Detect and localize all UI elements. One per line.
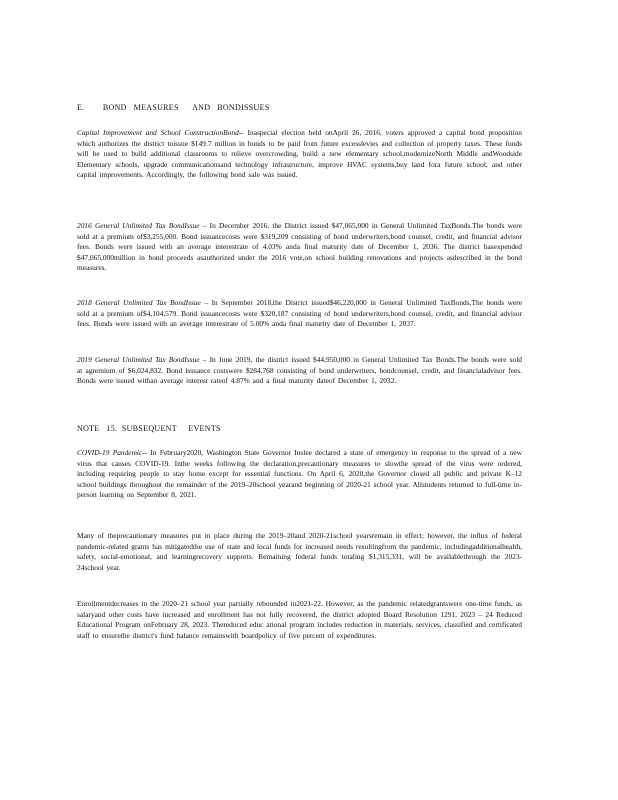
section-heading-subsequent-events: NOTE 15. SUBSEQUENT EVENTS [77,424,221,433]
paragraph-capital-improvement-bond [77,128,522,181]
paragraph-body: Inaspecial election held onApril 26, 2016, voters approved a capital bond proposition which authorizes the district toissue $149.7 million in bonds to be paid from future excesslevies and collection of property taxes. These funds will be used to build additional classrooms to relieve overcrowding, build a new elementary school,modernizeNorth Middle andWoodside Elementary schools, upgrade communicationsand technology infrastructure, improve HVAC systems,buy land fora future school, and other capital improvements. Accordingly, the following bond sale was issued. [77,128,522,180]
paragraph-body: – In June 2019, the district issued $44,950,000 in General Unlimited Tax Bonds.The bonds were sold at agremium of $6,024,832. Bond issuance costswere $284,768 consisting of bond underwriters, bondcounsel, credit, and financialadvisor fees. Bonds were issued withan average interest rateof 4.87% and a final maturity dateof December 1, 2032. [77,355,522,386]
paragraph-2018-bond-issue [77,298,522,330]
paragraph-title: Capital Improvement and School ConstructionBond-- [77,128,244,137]
paragraph-title: COVID-19 Pandemic-- [77,448,148,457]
paragraph-title: 2019 General Unlimited Tax BondIssue [77,355,200,364]
section-heading-bond-measures: E. BOND MEASURES AND BONDISSUES [77,103,270,112]
paragraph-title: 2016 General Unlimited Tax BondIssue [77,221,200,230]
paragraph-precautionary-measures: Many of theprecautionary measures put in place during the 2019–20and 2020-21school yearsremain in effect; however, the influx of federal pandemic-related grants has mitigatedthe use of state and local funds for increased needs resultingfrom the pandemic, includingadditionalhealth, safety, social-emotional, and learningrecovery supports. Remaining federal funds totaling $1,315,331, will be availablethrough the 2023-24school year. [77,531,522,572]
paragraph-covid-pandemic [77,448,522,501]
paragraph-enrollment-decreases: Enrollmentdecreases in the 2020–21 school year partially rebounded in2021-22. However, as the pandemic relatedgrantswere one-time funds, as salaryand other costs have increased and enrollment has not fully recovered, the district adopted Board Resolution 1291, 2023 – 24 Reduced Educational Program onFebruary 28, 2023. Thereduced educ ational program includes reduction in materials, services, classified and certificated staff to ensurethe district's fund balance remainswith boardpolicy of five percent of expenditures. [77,599,522,640]
paragraph-2016-bond-issue [77,221,522,274]
paragraph-2019-bond-issue [77,355,522,387]
paragraph-body: In February2020, Washington State Governor Inslee declared a state of emergency in response to the spread of a new virus that causes COVID-19. Inthe weeks following the declaration,precautionary measures to slowthe spread of the virus were ordered, including requiring people to stay home except for essential functions. On April 6, 2020,the Governor closed all public and private K–12 school buildings throughout the remainder of the 2019–20school yearand beginning of 2020-21 school year. Allstudents returned to full-time in-person learning on September 8, 2021. [77,448,522,500]
paragraph-title: 2018 General Unlimited Tax BondIssue [77,298,201,307]
paragraph-body: – In December 2016, the District issued $47,065,000 in General Unlimited TaxBonds.The bonds were sold at a premium of$3,255,000. Bond issuancecosts were $319,209 consisting of bond underwriters,bond counsel, credit, and financial advisor fees. Bonds were issued with an average interestrate of 4.03% anda final maturity date of December 1, 2036. The district hasexpended $47,065,000million in bond proceeds asauthorized under the 2016 vote,on school building renovations and projects asdescribed in the bond measures. [77,221,523,273]
paragraph-body: – In September 2018,the District issued$46,220,000 in General Unlimited TaxBonds.The bonds were sold at a premium of$4,104,579. Bond issuancecosts were $320,187 consisting of bond underwriters,bond counsel, credit, and financial advisor fees. Bonds were issued with an average interestrate of 5.00% anda final maturity date of December 1, 2037. [77,298,522,329]
